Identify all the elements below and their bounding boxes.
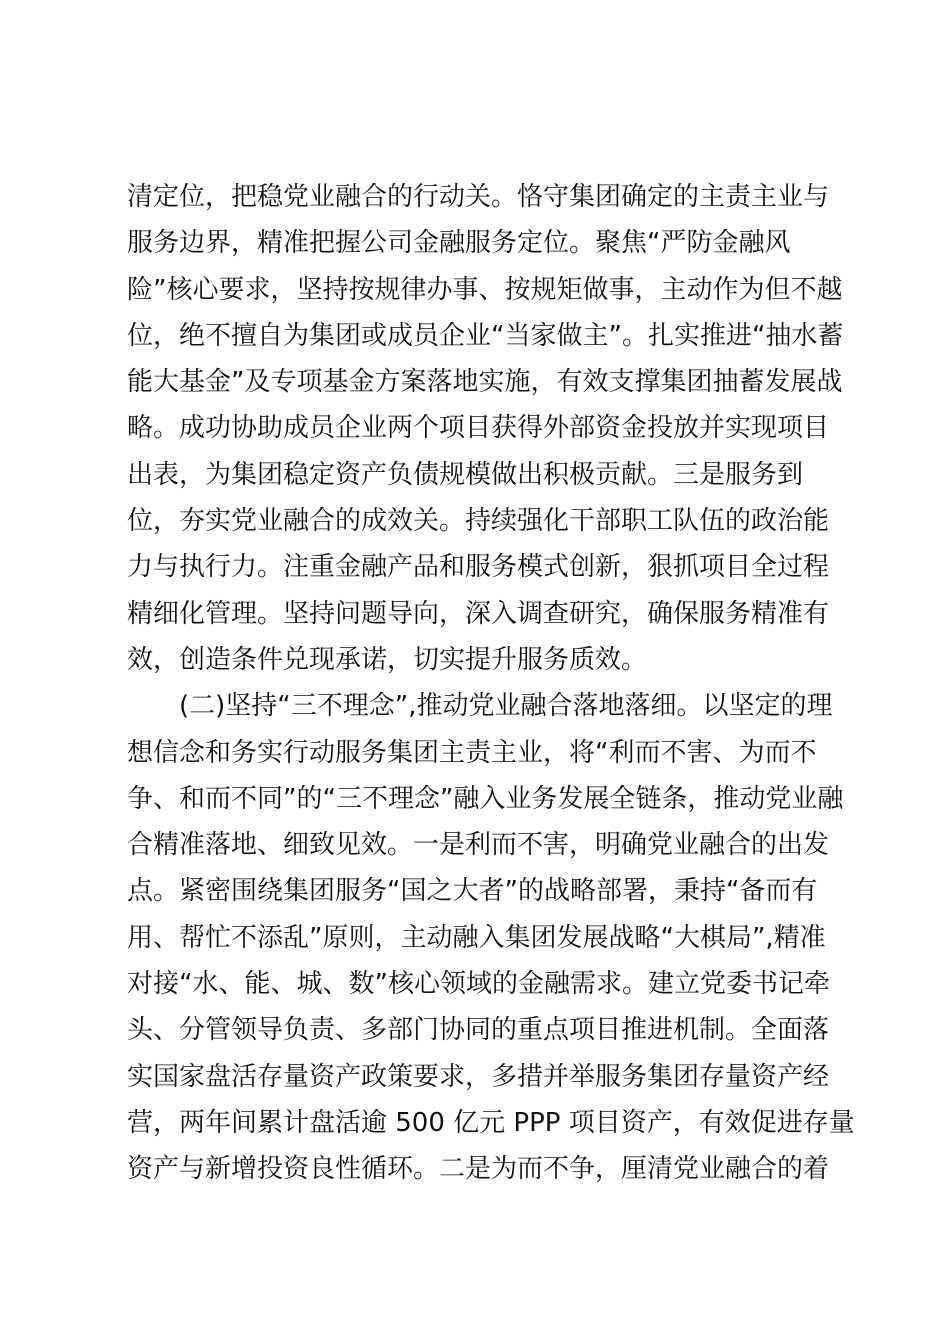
text-line-22: 资产与新增投资良性循环。二是为而不争，厘清党业融合的着 [127, 1154, 830, 1185]
text-line-2: 服务边界，精准把握公司金融服务定位。聚焦“严防金融风 [127, 228, 791, 259]
text-line-21: 营，两年间累计盘活逾 500 亿元 PPP 项目资产，有效促进存量 [127, 1107, 855, 1138]
text-line-16: 点。紧密围绕集团服务“国之大者”的战略部署，秉持“备而有 [127, 876, 818, 907]
body-text [127, 174, 855, 1193]
text-line-15: 合精准落地、细致见效。一是利而不害，明确党业融合的出发 [127, 830, 830, 861]
text-line-20: 实国家盘活存量资产政策要求，多措并举服务集团存量资产经 [127, 1061, 830, 1092]
text-line-4: 位，绝不擅自为集团或成员企业“当家做主”。扎实推进“抽水蓄 [127, 320, 844, 351]
text-line-17: 用、帮忙不添乱”原则，主动融入集团发展战略“大棋局”,精准 [127, 922, 826, 953]
section-heading-line: (二)坚持“三不理念”,推动党业融合落地落细。以坚定的理 [179, 691, 833, 722]
text-line-7: 出表，为集团稳定资产负债规模做出积极贡献。三是服务到 [127, 459, 804, 490]
text-line-11: 效，创造条件兑现承诺，切实提升服务质效。 [127, 644, 648, 675]
text-line-5: 能大基金”及专项基金方案落地实施，有效支撑集团抽蓄发展战 [127, 367, 843, 398]
text-line-14: 争、和而不同”的“三不理念”融入业务发展全链条，推动党业融 [127, 783, 844, 814]
text-line-13: 想信念和务实行动服务集团主责主业，将“利而不害、为而不 [127, 737, 817, 768]
text-line-8: 位，夯实党业融合的成效关。持续强化干部职工队伍的政治能 [127, 506, 830, 537]
text-line-9: 力与执行力。注重金融产品和服务模式创新，狠抓项目全过程 [127, 552, 830, 583]
text-line-6: 略。成功协助成员企业两个项目获得外部资金投放并实现项目 [127, 413, 830, 444]
text-line-1: 清定位，把稳党业融合的行动关。恪守集团确定的主责主业与 [127, 182, 830, 212]
text-line-19: 头、分管领导负责、多部门协同的重点项目推进机制。全面落 [127, 1015, 830, 1046]
text-line-18: 对接“水、能、城、数”核心领域的金融需求。建立党委书记牵 [127, 969, 830, 1000]
text-line-10: 精细化管理。坚持问题导向，深入调查研究，确保服务精准有 [127, 598, 830, 629]
text-line-3: 险”核心要求，坚持按规律办事、按规矩做事，主动作为但不越 [127, 274, 843, 305]
